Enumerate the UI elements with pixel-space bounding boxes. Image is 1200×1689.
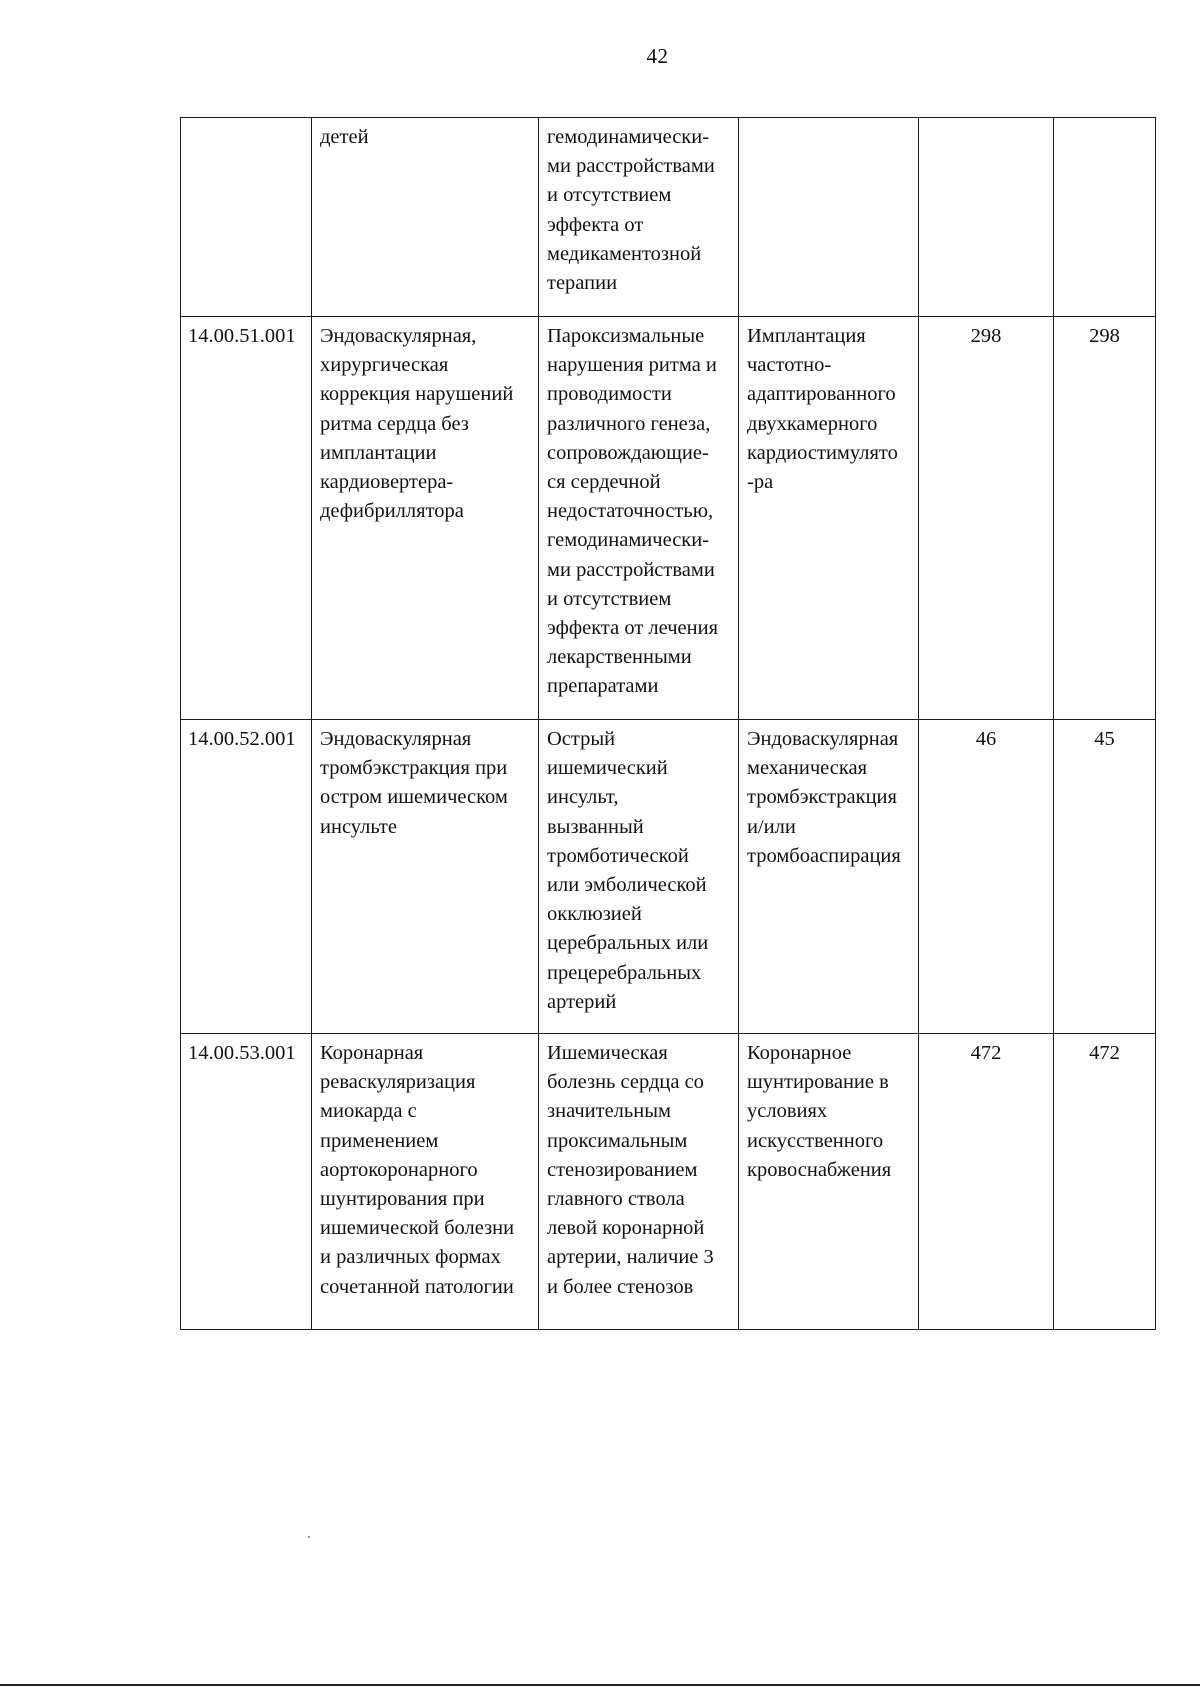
scan-speck [308, 1536, 310, 1538]
row-value2-cell: 45 [1054, 720, 1156, 1034]
row-code-cell: 14.00.51.001 [181, 317, 312, 720]
table-row [181, 720, 1156, 1034]
row-value1-cell: 472 [919, 1034, 1054, 1330]
row-code-cell: 14.00.52.001 [181, 720, 312, 1034]
page-number: 42 [646, 44, 669, 68]
row-indication-cell: Пароксизмальные нарушения ритма и проводимости различного генеза, сопровождающие- ся сердечной недостаточностью, гемодинамически- ми расстройствами и отсутствием эффекта от лечения лекарственными препаратами [539, 317, 739, 720]
table-row [181, 1034, 1156, 1330]
row-code-cell [181, 118, 312, 317]
row-name-cell: Эндоваскулярная, хирургическая коррекция нарушений ритма сердца без имплантации кардиовертера- дефибриллятора [312, 317, 539, 720]
row-value2-cell [1054, 118, 1156, 317]
row-indication-cell: Острый ишемический инсульт, вызванный тромботической или эмболической окклюзией церебральных или прецеребральных артерий [539, 720, 739, 1034]
row-name-cell: Эндоваскулярная тромбэкстракция при остром ишемическом инсульте [312, 720, 539, 1034]
row-indication-cell: гемодинамически- ми расстройствами и отсутствием эффекта от медикаментозной терапии [539, 118, 739, 317]
row-method-cell: Коронарное шунтирование в условиях искусственного кровоснабжения [739, 1034, 919, 1330]
row-method-cell: Имплантация частотно- адаптированного двухкамерного кардиостимулято -ра [739, 317, 919, 720]
row-method-cell [739, 118, 919, 317]
row-value2-cell: 472 [1054, 1034, 1156, 1330]
row-method-cell: Эндоваскулярная механическая тромбэкстракция и/или тромбоаспирация [739, 720, 919, 1034]
row-code-cell: 14.00.53.001 [181, 1034, 312, 1330]
table-row [181, 317, 1156, 720]
row-name-cell: Коронарная реваскуляризация миокарда с применением аортокоронарного шунтирования при ишемической болезни и различных формах сочетанной патологии [312, 1034, 539, 1330]
row-value2-cell: 298 [1054, 317, 1156, 720]
row-value1-cell: 46 [919, 720, 1054, 1034]
scan-edge-line [0, 1684, 1200, 1686]
table-row [181, 118, 1156, 317]
row-value1-cell [919, 118, 1054, 317]
row-name-cell: детей [312, 118, 539, 317]
row-value1-cell: 298 [919, 317, 1054, 720]
data-table [180, 117, 1156, 1330]
row-indication-cell: Ишемическая болезнь сердца со значительным проксимальным стенозированием главного ствола левой коронарной артерии, наличие 3 и более стенозов [539, 1034, 739, 1330]
